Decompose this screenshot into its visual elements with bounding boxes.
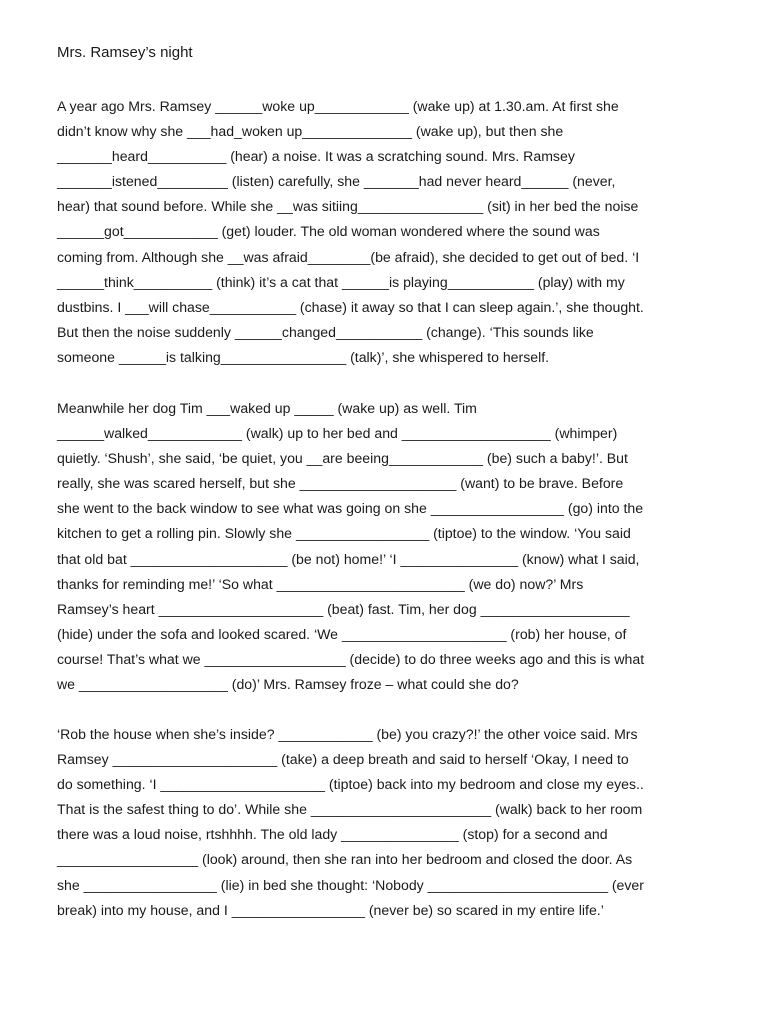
text-line: hear) that sound before. While she __was sitiing________________ (sit) in her bed the noise bbox=[57, 198, 639, 215]
page-title: Mrs. Ramsey’s night bbox=[57, 44, 193, 61]
text-line: ______think__________ (think) it’s a cat that ______is playing___________ (play) with my bbox=[57, 273, 625, 290]
text-line: _______heard__________ (hear) a noise. It was a scratching sound. Mrs. Ramsey bbox=[57, 148, 575, 165]
text-line: that old bat ____________________ (be not) home!’ ‘I _______________ (know) what I said, bbox=[57, 550, 640, 567]
text-line: coming from. Although she __was afraid________(be afraid), she decided to get out of bed. ‘I bbox=[57, 248, 640, 265]
text-line: thanks for reminding me!’ ‘So what ________________________ (we do) now?’ Mrs bbox=[57, 575, 584, 592]
text-line: dustbins. I ___will chase___________ (chase) it away so that I can sleep again.’, she thought. bbox=[57, 298, 644, 315]
text-line: Meanwhile her dog Tim ___waked up _____ (wake up) as well. Tim bbox=[57, 400, 477, 416]
text-line: ‘Rob the house when she’s inside? ____________ (be) you crazy?!’ the other voice said. Mrs bbox=[57, 726, 638, 742]
text-line: That is the safest thing to do’. While she _______________________ (walk) back to her room bbox=[57, 801, 643, 818]
paragraph-3 bbox=[57, 722, 717, 923]
text-line: ______got____________ (get) louder. The old woman wondered where the sound was bbox=[57, 223, 600, 240]
text-line: kitchen to get a rolling pin. Slowly she _________________ (tiptoe) to the window. ‘You said bbox=[57, 525, 631, 542]
text-line: Ramsey’s heart _____________________ (beat) fast. Tim, her dog ___________________ bbox=[57, 600, 630, 617]
paragraph-2 bbox=[57, 396, 717, 697]
text-line: ______walked____________ (walk) up to her bed and ___________________ (whimper) bbox=[57, 425, 618, 442]
text-line: do something. ‘I _____________________ (tiptoe) back into my bedroom and close my eyes.. bbox=[57, 776, 644, 793]
text-line: (hide) under the sofa and looked scared. ‘We _____________________ (rob) her house, of bbox=[57, 625, 627, 642]
text-line: Ramsey _____________________ (take) a deep breath and said to herself ‘Okay, I need to bbox=[57, 751, 629, 768]
text-line: someone ______is talking________________ (talk)’, she whispered to herself. bbox=[57, 348, 550, 365]
text-line: didn’t know why she ___had_woken up______________ (wake up), but then she bbox=[57, 123, 564, 140]
text-line: she went to the back window to see what was going on she _________________ (go) into the bbox=[57, 500, 644, 517]
text-line: really, she was scared herself, but she ____________________ (want) to be brave. Before bbox=[57, 475, 624, 492]
text-line: quietly. ‘Shush’, she said, ‘be quiet, you __are beeing____________ (be) such a baby!’. But bbox=[57, 450, 628, 467]
text-line: __________________ (look) around, then she ran into her bedroom and closed the door. As bbox=[57, 851, 633, 868]
paragraph-1 bbox=[57, 94, 717, 370]
text-line: we ___________________ (do)’ Mrs. Ramsey froze – what could she do? bbox=[57, 676, 519, 693]
text-line: she _________________ (lie) in bed she thought: ‘Nobody _______________________ (ever bbox=[57, 876, 644, 893]
text-line: But then the noise suddenly ______changed___________ (change). ‘This sounds like bbox=[57, 323, 594, 340]
text-line: break) into my house, and I _________________ (never be) so scared in my entire life.’ bbox=[57, 901, 604, 918]
text-line: _______istened_________ (listen) carefully, she _______had never heard______ (never, bbox=[57, 173, 616, 190]
text-line: there was a loud noise, rtshhhh. The old lady _______________ (stop) for a second and bbox=[57, 826, 608, 843]
text-line: course! That’s what we __________________ (decide) to do three weeks ago and this is what bbox=[57, 650, 645, 667]
text-line: A year ago Mrs. Ramsey ______woke up____________ (wake up) at 1.30.am. At first she bbox=[57, 98, 619, 114]
